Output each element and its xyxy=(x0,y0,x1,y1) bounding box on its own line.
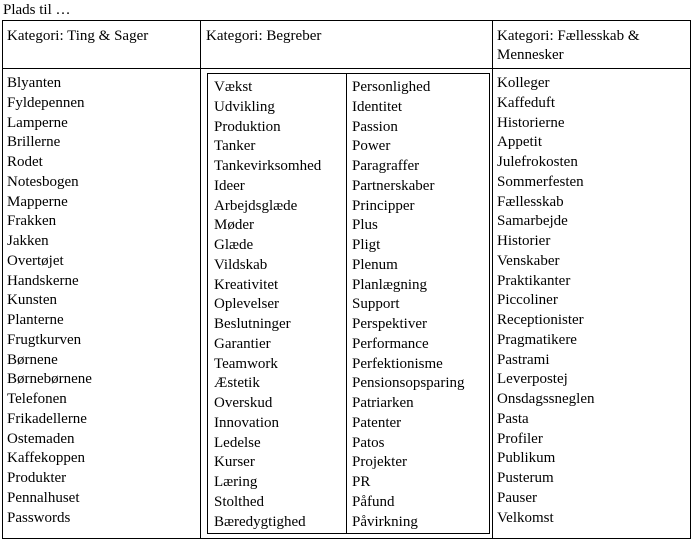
list-item: Patriarken xyxy=(352,395,414,411)
list-item: Publikum xyxy=(497,450,556,467)
list-item: Pasta xyxy=(497,410,529,427)
list-item: Planlægning xyxy=(352,276,428,293)
header-ting-sager: Kategori: Ting & Sager xyxy=(7,28,149,44)
list-item: Produktion xyxy=(214,118,281,135)
list-item: Overskud xyxy=(214,395,273,411)
list-item: Julefrokosten xyxy=(497,154,578,170)
list-item: Telefonen xyxy=(7,391,67,407)
list-item: Garantier xyxy=(214,335,271,352)
list-item: Receptionister xyxy=(497,312,584,328)
list-item: Historier xyxy=(497,233,551,249)
list-item: Jakken xyxy=(7,233,49,249)
list-item: Børnene xyxy=(7,351,58,368)
list-item: Frikadellerne xyxy=(7,410,87,427)
list-item: Perfektionisme xyxy=(352,355,443,372)
list-item: Ostemaden xyxy=(7,430,75,447)
list-item: Påfund xyxy=(352,493,395,510)
list-item: Kaffekoppen xyxy=(7,450,86,467)
list-item: Perspektiver xyxy=(352,316,427,332)
list-item: Mapperne xyxy=(7,193,68,210)
inner-column-divider xyxy=(346,74,347,533)
document-title: Plads til … xyxy=(3,2,71,18)
list-item: Pusterum xyxy=(497,470,554,486)
list-item: Æstetik xyxy=(214,375,260,392)
list-item: Produkter xyxy=(7,470,67,486)
list-item: Ideer xyxy=(214,177,245,194)
list-item: Fyldepennen xyxy=(7,94,85,111)
header-begreber: Kategori: Begreber xyxy=(206,28,322,44)
list-item: Oplevelser xyxy=(214,296,279,313)
list-item: Kaffeduft xyxy=(497,94,556,111)
ting-sager-list xyxy=(7,74,92,528)
column-divider xyxy=(492,21,493,538)
list-item: Stolthed xyxy=(214,493,265,510)
list-item: Velkomst xyxy=(497,509,554,526)
list-item: Leverpostej xyxy=(497,371,568,388)
list-item: Vækst xyxy=(214,79,253,95)
list-item: Passion xyxy=(352,118,398,135)
list-item: Udvikling xyxy=(214,98,275,115)
list-item: Bæredygtighed xyxy=(214,513,306,530)
list-item: Pligt xyxy=(352,237,381,253)
list-item: Beslutninger xyxy=(214,316,291,332)
list-item: Plenum xyxy=(352,256,398,273)
list-item: Pennalhuset xyxy=(7,489,80,506)
list-item: Partnerskaber xyxy=(352,177,435,194)
list-item: Kolleger xyxy=(497,75,550,91)
list-item: Principper xyxy=(352,197,415,214)
list-item: Møder xyxy=(214,217,254,234)
list-item: Handskerne xyxy=(7,272,79,289)
list-item: Profiler xyxy=(497,430,543,447)
list-item: Læring xyxy=(214,474,258,490)
list-item: Performance xyxy=(352,335,429,352)
faellesskab-mennesker-list xyxy=(497,74,595,528)
list-item: Kreativitet xyxy=(214,276,279,293)
list-item: Piccoliner xyxy=(497,292,558,309)
list-item: Passwords xyxy=(7,509,71,526)
list-item: Frakken xyxy=(7,213,57,230)
list-item: Pragmatikere xyxy=(497,331,577,348)
list-item: Patos xyxy=(352,434,385,451)
list-item: Notesbogen xyxy=(7,173,79,190)
list-item: Fællesskab xyxy=(497,193,564,210)
category-table xyxy=(2,20,691,539)
column-divider xyxy=(200,21,201,538)
list-item: Praktikanter xyxy=(497,272,571,289)
list-item: Planterne xyxy=(7,312,64,328)
list-item: Blyanten xyxy=(7,75,62,91)
list-item: Lamperne xyxy=(7,114,68,131)
list-item: Påvirkning xyxy=(352,513,418,530)
list-item: Overtøjet xyxy=(7,252,64,269)
list-item: Paragraffer xyxy=(352,158,420,174)
list-item: Frugtkurven xyxy=(7,331,82,348)
list-item: Personlighed xyxy=(352,79,431,95)
list-item: Glæde xyxy=(214,237,254,253)
list-item: Rodet xyxy=(7,154,43,170)
list-item: Innovation xyxy=(214,414,279,431)
list-item: Arbejdsglæde xyxy=(214,197,298,214)
list-item: Pastrami xyxy=(497,351,550,368)
list-item: Pensionsopsparing xyxy=(352,375,465,392)
list-item: Power xyxy=(352,138,391,155)
list-item: Projekter xyxy=(352,454,407,471)
list-item: Identitet xyxy=(352,98,402,115)
list-item: Sommerfesten xyxy=(497,173,584,190)
begreber-list-left xyxy=(214,78,321,532)
list-item: Plus xyxy=(352,217,378,234)
list-item: Onsdagssneglen xyxy=(497,391,595,407)
list-item: Support xyxy=(352,296,400,313)
list-item: Kurser xyxy=(214,454,255,471)
list-item: Brillerne xyxy=(7,134,61,151)
list-item: PR xyxy=(352,474,371,490)
header-divider xyxy=(3,68,690,69)
list-item: Kunsten xyxy=(7,292,57,309)
header-faellesskab-mennesker: Kategori: Fællesskab & Mennesker xyxy=(497,28,640,63)
list-item: Pauser xyxy=(497,489,537,506)
list-item: Samarbejde xyxy=(497,213,568,230)
list-item: Tanker xyxy=(214,138,256,155)
list-item: Patenter xyxy=(352,414,402,431)
list-item: Appetit xyxy=(497,134,542,151)
list-item: Tankevirksomhed xyxy=(214,158,322,174)
list-item: Historierne xyxy=(497,114,565,131)
list-item: Vildskab xyxy=(214,256,268,273)
begreber-list-right xyxy=(352,78,465,532)
list-item: Ledelse xyxy=(214,434,261,451)
begreber-inner-table xyxy=(207,73,490,534)
list-item: Børnebørnene xyxy=(7,371,92,388)
list-item: Venskaber xyxy=(497,252,560,269)
list-item: Teamwork xyxy=(214,355,278,372)
